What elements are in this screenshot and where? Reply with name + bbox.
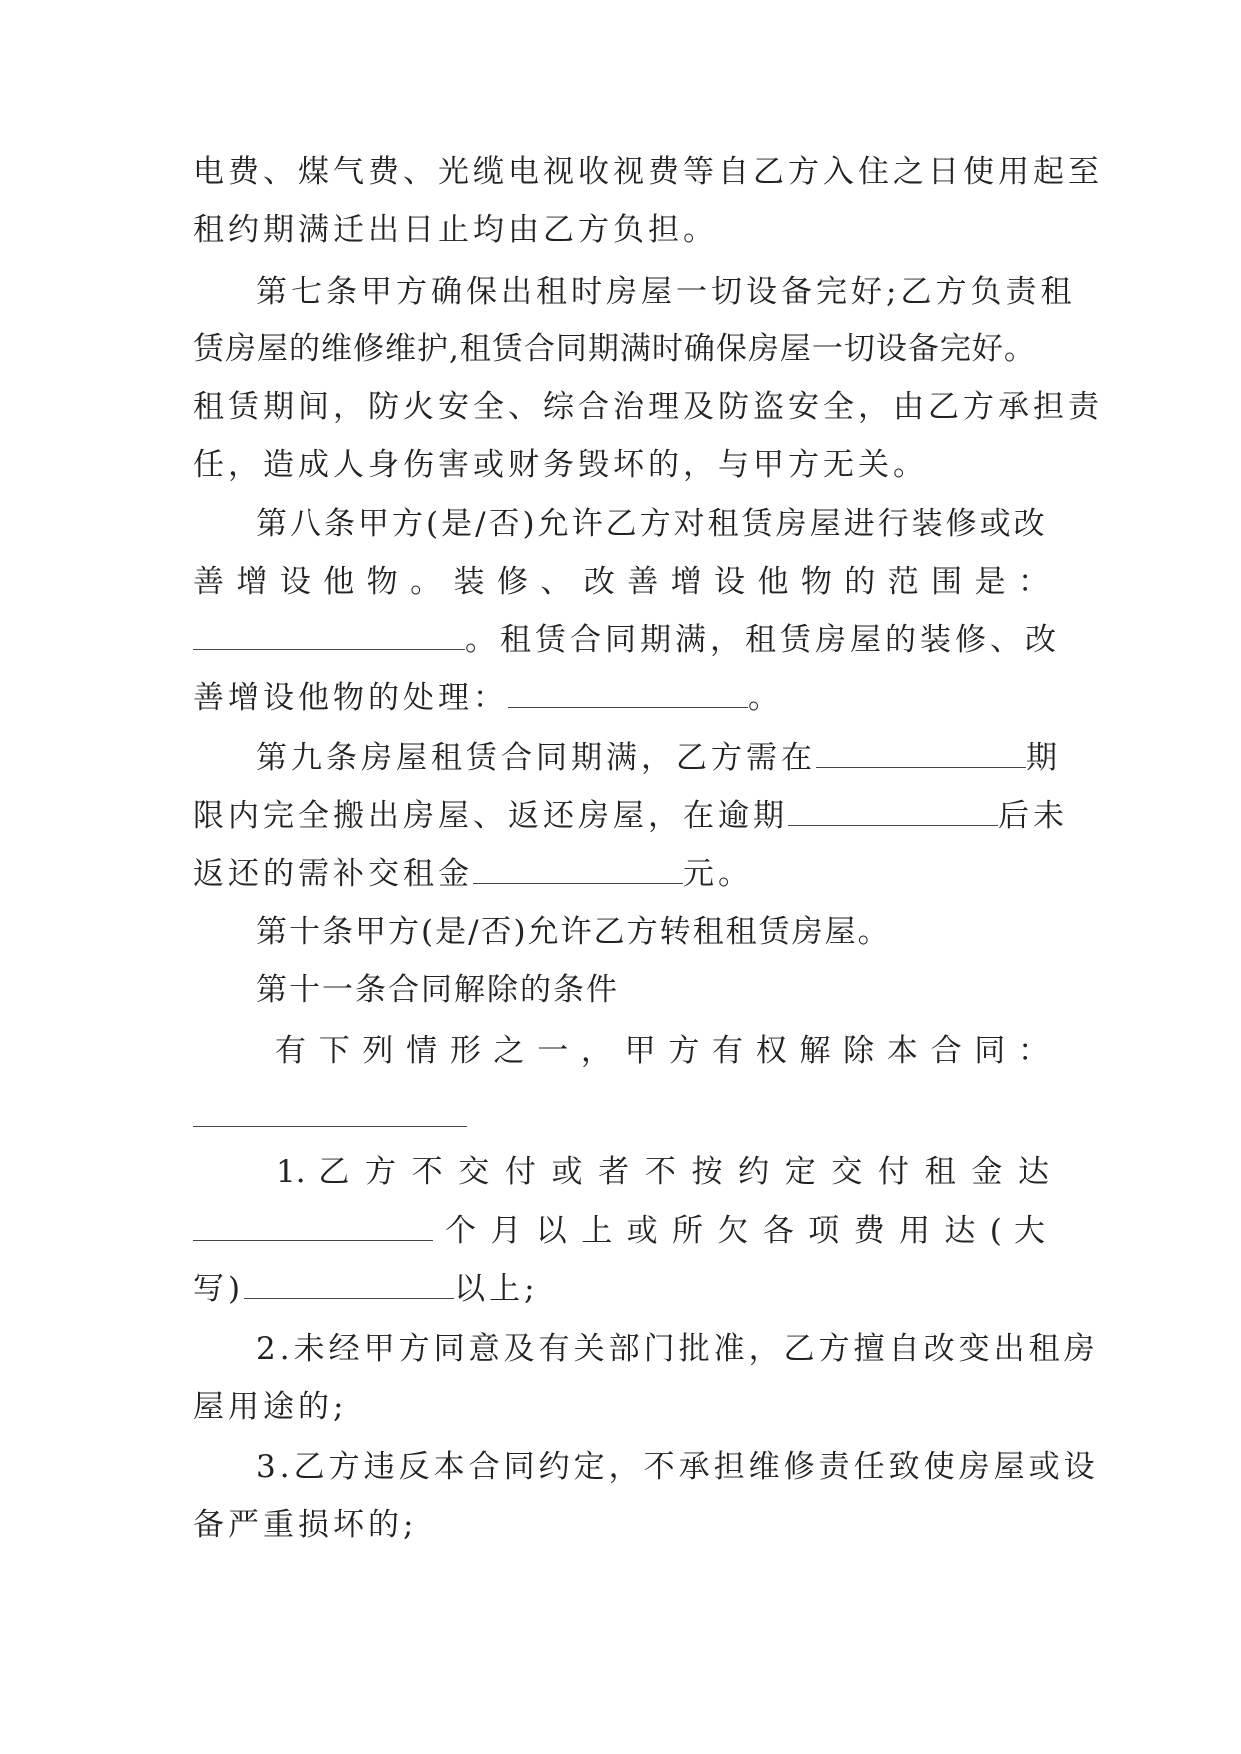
list-item-2: 2.未经甲方同意及有关部门批准，乙方擅自改变出租房 <box>256 1331 1099 1367</box>
list-item-3: 3.乙方违反本合同约定，不承担维修责任致使房屋或设 <box>256 1449 1099 1485</box>
text-segment: 个 月 以 上 或 所 欠 各 项 费 用 达 ( 大 <box>445 1213 1045 1249</box>
text-segment: 期 <box>1026 740 1061 776</box>
text-segment: 写) <box>193 1271 245 1307</box>
clause-7-heading: 第七条甲方确保出租时房屋一切设备完好;乙方负责租 <box>256 274 1076 310</box>
fill-blank[interactable] <box>508 679 748 708</box>
text-line: 租赁期间，防火安全、综合治理及防盗安全，由乙方承担责 <box>193 389 1103 425</box>
text-line: 任，造成人身伤害或财务毁坏的，与甲方无关。 <box>193 447 928 483</box>
text-line: 屋用途的; <box>193 1389 348 1425</box>
list-item-1: 1. 乙 方 不 交 付 或 者 不 按 约 定 交 付 租 金 达 <box>276 1154 1049 1190</box>
clause-11-heading: 第十一条合同解除的条件 <box>256 972 619 1008</box>
text-segment: 后未 <box>998 798 1068 834</box>
text-line: 赁房屋的维修维护,租赁合同期满时确保房屋一切设备完好。 <box>193 331 1036 367</box>
text-segment: 元。 <box>683 856 753 892</box>
text-line: 备严重损坏的; <box>193 1507 418 1543</box>
fill-blank[interactable] <box>193 621 465 650</box>
text-line <box>193 796 1068 836</box>
text-segment: 返还的需补交租金 <box>193 856 473 892</box>
text-segment: 。租赁合同期满，租赁房屋的装修、改 <box>465 622 1060 658</box>
text-line <box>193 854 1049 894</box>
fill-blank[interactable] <box>816 739 1026 768</box>
text-segment: 限内完全搬出房屋、返还房屋，在逾期 <box>193 798 788 834</box>
text-segment: 善增设他物的处理： <box>193 680 508 716</box>
fill-blank[interactable] <box>473 855 683 884</box>
text-line: 有 下 列 情 形 之 一 ， 甲 方 有 权 解 除 本 合 同 ： <box>275 1033 1049 1069</box>
text-line <box>193 1269 1049 1309</box>
text-line <box>193 678 1049 718</box>
clause-9-heading <box>256 738 1061 778</box>
text-line <box>193 620 1060 660</box>
fill-blank[interactable] <box>244 1270 454 1299</box>
fill-blank[interactable] <box>193 1126 467 1127</box>
text-segment: 。 <box>748 680 783 716</box>
text-segment: 以上; <box>454 1271 539 1307</box>
clause-8-heading: 第八条甲方(是/否)允许乙方对租赁房屋进行装修或改 <box>256 506 1048 542</box>
text-line: 电费、煤气费、光缆电视收视费等自乙方入住之日使用起至 <box>193 154 1103 190</box>
text-line: 租约期满迁出日止均由乙方负担。 <box>193 212 718 248</box>
fill-blank[interactable] <box>788 797 998 826</box>
text-line: 善 增 设 他 物 。 装 修 、 改 善 增 设 他 物 的 范 围 是 ： <box>193 564 1049 600</box>
text-segment: 第九条房屋租赁合同期满，乙方需在 <box>256 740 816 776</box>
clause-10-heading: 第十条甲方(是/否)允许乙方转租租赁房屋。 <box>256 914 891 950</box>
fill-blank[interactable] <box>193 1212 433 1241</box>
text-line <box>193 1211 1049 1251</box>
